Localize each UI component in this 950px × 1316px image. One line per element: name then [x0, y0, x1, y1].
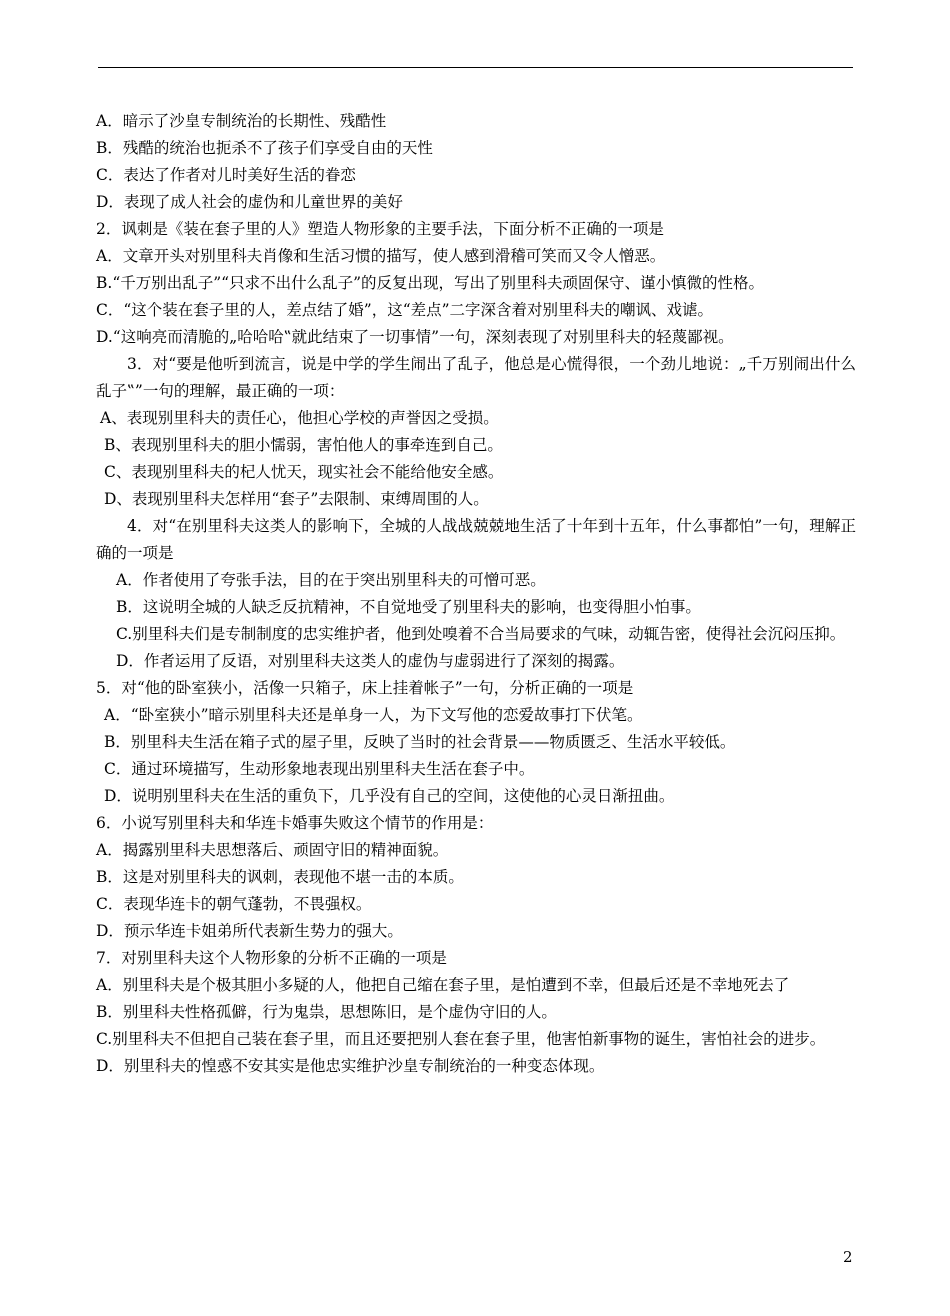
question-6-option-d: D．预示华连卡姐弟所代表新生势力的强大。	[96, 922, 403, 940]
question-7-option-a: A．别里科夫是个极其胆小多疑的人，他把自己缩在套子里，是怕遭到不幸，但最后还是不幸地死去了	[96, 976, 790, 994]
document-body	[96, 108, 856, 1080]
question-4-option-d: D．作者运用了反语，对别里科夫这类人的虚伪与虚弱进行了深刻的揭露。	[116, 652, 625, 670]
question-5: 5．对“他的卧室狭小，活像一只箱子，床上挂着帐子”一句，分析正确的一项是	[96, 679, 634, 697]
question-7-option-b: B．别里科夫性格孤僻，行为鬼祟，思想陈旧，是个虚伪守旧的人。	[96, 1003, 557, 1021]
option-a: A．暗示了沙皇专制统治的长期性、残酷性	[96, 112, 387, 130]
option-d: D．表现了成人社会的虚伪和儿童世界的美好	[96, 193, 403, 211]
question-2-option-a: A．文章开头对别里科夫肖像和生活习惯的描写，使人感到滑稽可笑而又令人憎恶。	[96, 247, 666, 265]
question-3-option-d: D、表现别里科夫怎样用“套子”去限制、束缚周围的人。	[104, 490, 489, 508]
question-5-option-b: B．别里科夫生活在箱子式的屋子里，反映了当时的社会背景——物质匮乏、生活水平较低。	[104, 733, 736, 751]
question-3-option-a: A、表现别里科夫的责任心，他担心学校的声誉因之受损。	[100, 409, 499, 427]
question-4-option-b: B．这说明全城的人缺乏反抗精神，不自觉地受了别里科夫的影响，也变得胆小怕事。	[116, 598, 701, 616]
question-6-option-a: A．揭露别里科夫思想落后、顽固守旧的精神面貌。	[96, 841, 449, 859]
question-4-option-c: C.别里科夫们是专制制度的忠实维护者，他到处嗅着不合当局要求的气味，动辄告密，使得社会沉闷压抑。	[116, 625, 846, 643]
header-rule	[98, 67, 853, 68]
question-3-option-c: C、表现别里科夫的杞人忧天，现实社会不能给他安全感。	[104, 463, 504, 481]
question-4: 4．对“在别里科夫这类人的影响下，全城的人战战兢兢地生活了十年到十五年，什么事都怕”一句，理解正确的一项是	[96, 517, 856, 562]
question-6-option-b: B．这是对别里科夫的讽刺，表现他不堪一击的本质。	[96, 868, 464, 886]
question-2-option-b: B.“千万别出乱子”“只求不出什么乱子”的反复出现，写出了别里科夫顽固保守、谨小慎微的性格。	[96, 274, 765, 292]
option-c: C．表达了作者对儿时美好生活的眷恋	[96, 166, 356, 184]
question-2: 2．讽刺是《装在套子里的人》塑造人物形象的主要手法，下面分析不正确的一项是	[96, 220, 664, 238]
question-7: 7．对别里科夫这个人物形象的分析不正确的一项是	[96, 949, 447, 967]
question-7-option-d: D．别里科夫的惶惑不安其实是他忠实维护沙皇专制统治的一种变态体现。	[96, 1057, 605, 1075]
question-7-option-c: C.别里科夫不但把自己装在套子里，而且还要把别人套在套子里，他害怕新事物的诞生，害怕社会的进步。	[96, 1030, 826, 1048]
option-b: B．残酷的统治也扼杀不了孩子们享受自由的天性	[96, 139, 433, 157]
question-5-option-a: A．“卧室狭小”暗示别里科夫还是单身一人，为下文写他的恋爱故事打下伏笔。	[104, 706, 643, 724]
question-2-option-d: D.“这响亮而清脆的„哈哈哈‟就此结束了一切事情”一句，深刻表现了对别里科夫的轻蔑鄙视。	[96, 328, 734, 346]
question-4-option-a: A．作者使用了夸张手法，目的在于突出别里科夫的可憎可恶。	[116, 571, 546, 589]
page-number: 2	[843, 1248, 853, 1266]
question-5-option-c: C．通过环境描写，生动形象地表现出别里科夫生活在套子中。	[104, 760, 535, 778]
question-6-option-c: C．表现华连卡的朝气蓬勃，不畏强权。	[96, 895, 372, 913]
question-6: 6．小说写别里科夫和华连卡婚事失败这个情节的作用是：	[96, 814, 494, 832]
question-3: 3．对“要是他听到流言，说是中学的学生闹出了乱子，他总是心慌得很，一个劲儿地说：„千万别闹出什么乱子‟”一句的理解，最正确的一项：	[96, 355, 856, 400]
question-2-option-c: C．“这个装在套子里的人，差点结了婚”，这“差点”二字深含着对别里科夫的嘲讽、戏谑。	[96, 301, 714, 319]
question-3-option-b: B、表现别里科夫的胆小懦弱，害怕他人的事牵连到自己。	[104, 436, 503, 454]
question-5-option-d: D．说明别里科夫在生活的重负下，几乎没有自己的空间，这使他的心灵日渐扭曲。	[104, 787, 675, 805]
